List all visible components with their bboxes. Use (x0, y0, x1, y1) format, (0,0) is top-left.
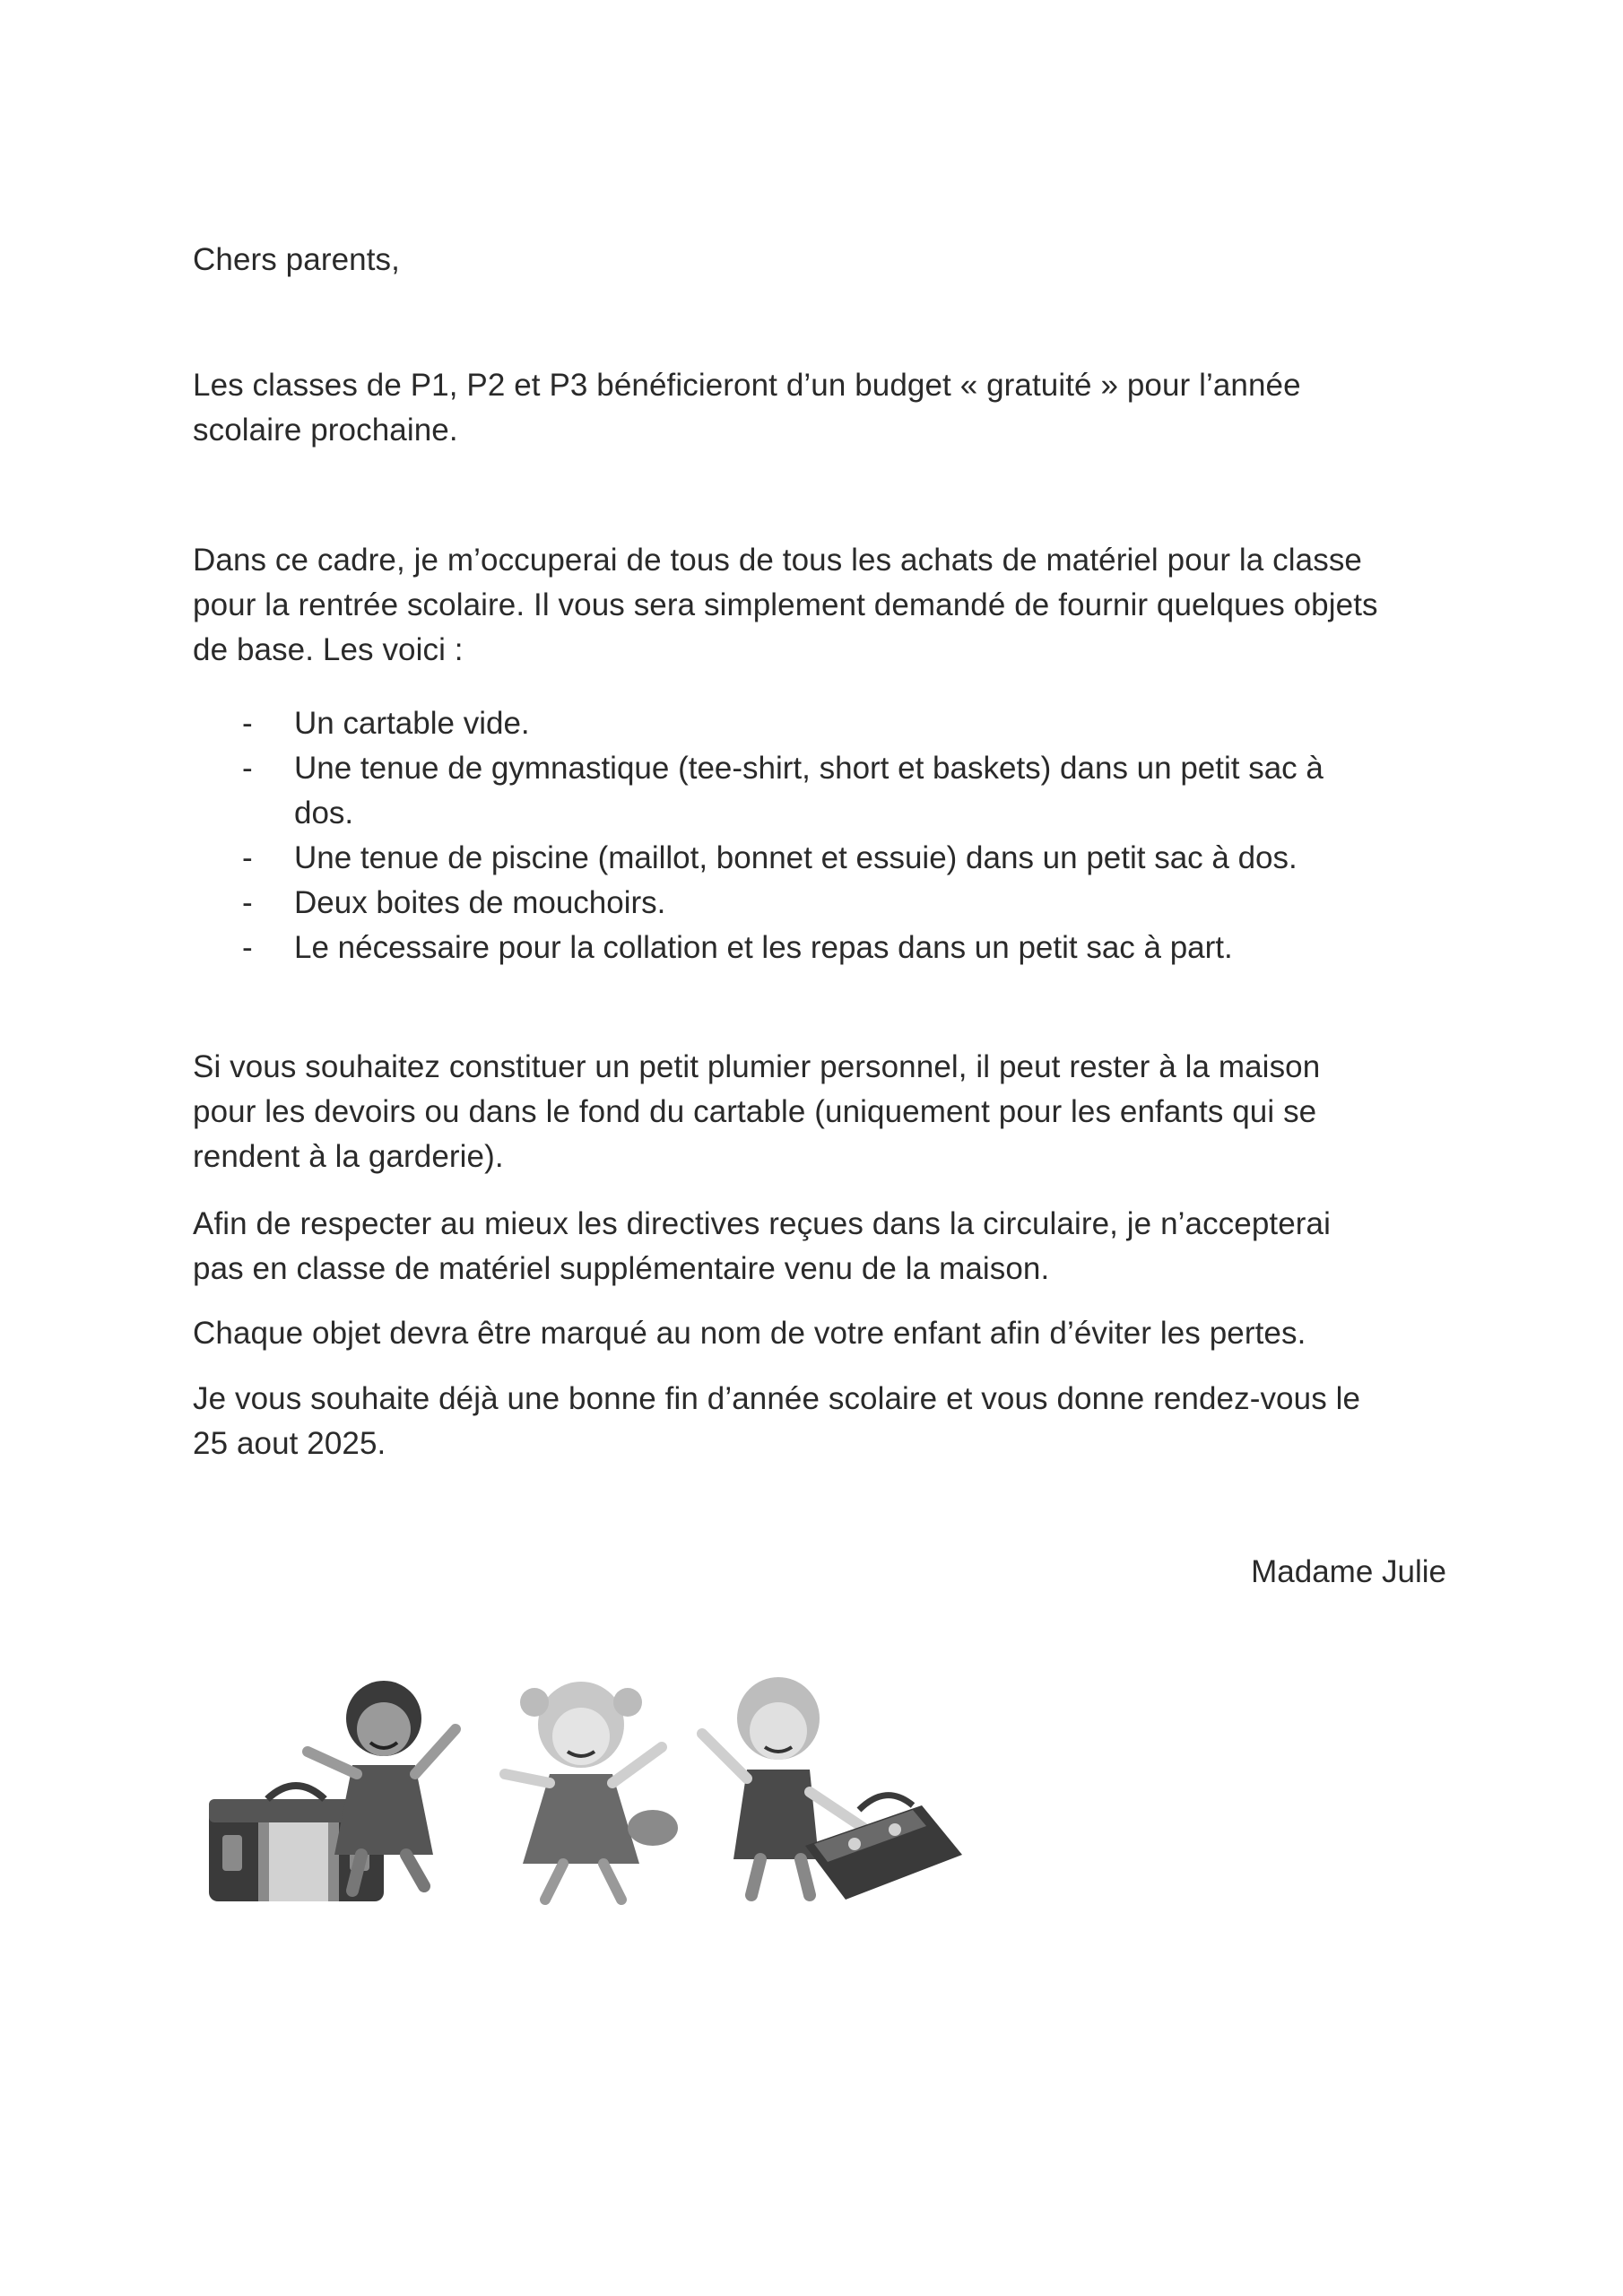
greeting: Chers parents, (193, 242, 400, 277)
school-children-illustration-icon (204, 1675, 976, 1918)
paragraph-closing: Je vous souhaite déjà une bonne fin d’année scolaire et vous donne rendez-vous le 25 aout 2025. (193, 1381, 1361, 1461)
list-item: - Un cartable vide. (242, 706, 530, 741)
paragraph-budget: Les classes de P1, P2 et P3 bénéficieront d’un budget « gratuité » pour l’année scolaire prochaine. (193, 368, 1301, 448)
signature: Madame Julie (1251, 1554, 1446, 1589)
paragraph-directives: Afin de respecter au mieux les directives reçues dans la circulaire, je n’accepterai pas en classe de matériel supplémentaire venu de la maison. (193, 1206, 1331, 1286)
paragraph-pencil-case: Si vous souhaitez constituer un petit plumier personnel, il peut rester à la maison pour les devoirs ou dans le fond du cartable (uniquement pour les enfants qui se rendent à la garderie). (193, 1049, 1321, 1174)
list-item: - Le nécessaire pour la collation et les repas dans un petit sac à part. (242, 930, 1233, 965)
child-middle-icon (505, 1682, 678, 1900)
list-item: - Une tenue de gymnastique (tee-shirt, short et baskets) dans un petit sac à dos. (242, 751, 1324, 831)
paragraph-labeling: Chaque objet devra être marqué au nom de votre enfant afin d’éviter les pertes. (193, 1316, 1306, 1351)
supplies-list (242, 701, 1324, 970)
list-item: - Deux boites de mouchoirs. (242, 885, 666, 920)
paragraph-purchases: Dans ce cadre, je m’occuperai de tous de tous les achats de matériel pour la classe pour la rentrée scolaire. Il vous sera simplement demandé de fournir quelques objets de base. Les voici : (193, 543, 1378, 667)
list-item: - Une tenue de piscine (maillot, bonnet et essuie) dans un petit sac à dos. (242, 840, 1298, 875)
